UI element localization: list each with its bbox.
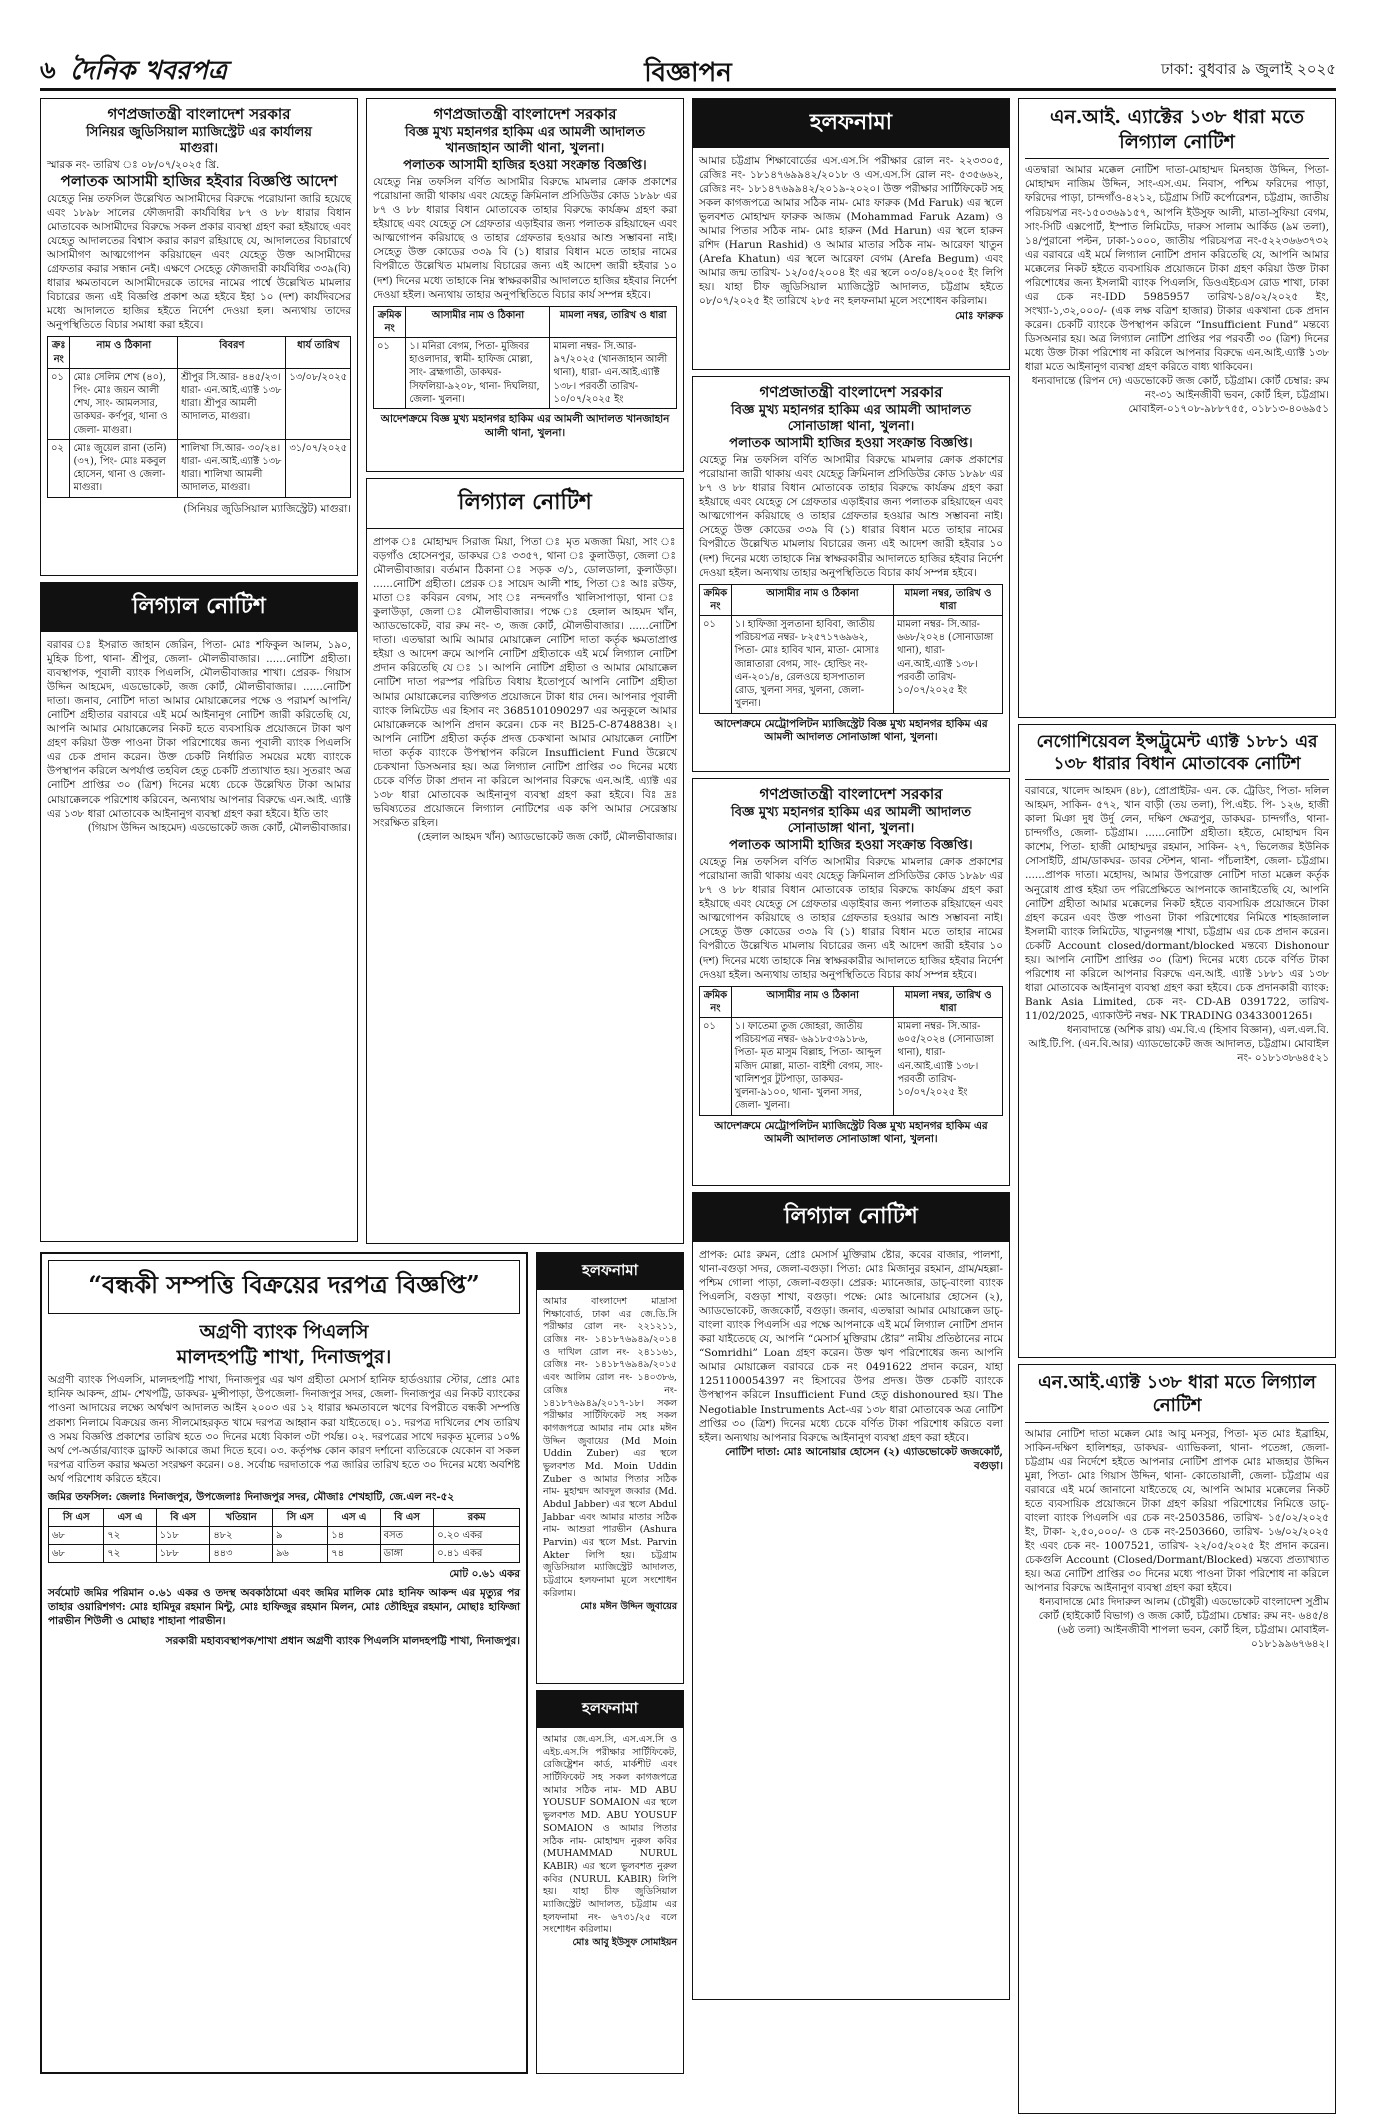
accused-table: [699, 584, 1003, 714]
signature: সরকারী মহাব্যবস্থাপক/শাখা প্রধান অগ্রণী ব্যাংক পিএলসি মালদহপট্টি শাখা, দিনাজপুর।: [165, 1634, 520, 1647]
table-header: রকম: [434, 1508, 520, 1526]
notice-heading: বিজ্ঞ মুখ্য মহানগর হাকিম এর আমলী আদালত: [731, 804, 971, 820]
legal-notice-bogura: [692, 1192, 1010, 2000]
signature: ধন্যবাদান্তে (রিপন দে) এডভোকেট জজ কোর্ট, চট্টগ্রাম। কোর্ট চেম্বার: রুম নং-৩১ আইনজীবী ভবন, কোর্ট হিল, চট্টগ্রাম। মোবাইল-০১৭০৮-৯৮৮৭৫৫, ০১৮১৩-৪০৬৯৫১: [1031, 375, 1329, 416]
notice-heading: সোনাডাঙ্গা থানা, খুলনা।: [787, 419, 915, 435]
signature: মোঃ মঈন উদ্দিন জুবায়ের: [580, 1600, 677, 1612]
notice-heading: বিজ্ঞ মুখ্য মহানগর হাকিম এর আমলী আদালত: [731, 402, 971, 418]
notice-heading: গণপ্রজাতন্ত্রী বাংলাদেশ সরকার: [433, 105, 617, 123]
signature: ধন্যবাদান্তে মোঃ দিদারুল আলম (চৌধুরী) এডভোকেট বাংলাদেশ সুপ্রীম কোর্ট (হাইকোর্ট বিভাগ) ও জজ কোর্ট, চট্টগ্রাম। চেম্বার: রুম নং- ৬৪৫/৪ (৬ষ্ঠ তলা) আইনজীবী শাপলা ভবন, কোর্ট হিল, চট্টগ্রাম। মোবাইল- ০১৮১৯৯৬৭৬৪২।: [1038, 1596, 1329, 1651]
signature: আদেশক্রমে মেট্রোপলিটন ম্যাজিস্ট্রেট বিজ্ঞ মুখ্য মহানগর হাকিম এর আমলী আদালত সোনাডাঙ্গা থানা, খুলনা।: [714, 1119, 988, 1146]
table-header: খতিয়ান: [210, 1508, 273, 1526]
table-cell: মোঃ জুয়েল রানা (তনি) (৩৭), পিং- মোঃ মকবুল হোসেন, থানা ও জেলা- মাগুরা।: [70, 439, 178, 497]
table-header: বিবরণ: [178, 337, 286, 368]
notice-body: আমার চট্টগ্রাম শিক্ষাবোর্ডের এস.এস.সি পরীক্ষার রোল নং- ২২৩৩০৫, রেজিঃ নং- ১৮১৪৭৬৯৯৪২/২০১৮ ও এস.এস.সি রোল নং- ৫৩৫৬৬২, রেজিঃ নং- ১৮১৪৭৬৯৯৪২/২০১৯-২০২০। উক্ত পরীক্ষার সার্টিফিকেট সহ সকল কাগজপত্রে আমার সঠিক নাম- মোঃ ফারুক (Md Faruk) এর স্থলে ভুলবশত মোহাম্মদ ফারুক আজম (Mohammad Faruk Azam) ও আমার পিতার সঠিক নাম- মোঃ হারুন (Md Harun) এর স্থলে হারুন রশিদ (Harun Rashid) ও আমার মাতার সঠিক নাম- আরেফা খাতুন (Arefa Khatun) এর স্থলে আরেফা বেগম (Arefa Begum) এবং আমার জন্ম তারিখ- ১২/০৫/২০০৪ ইং এর স্থলে ০৩/০৪/২০০৫ ইং লিপি হয়। যাহা চীফ জুডিসিয়াল ম্যাজিস্ট্রেট আদালত, চট্টগ্রাম হইতে ০৮/০৭/২০২৫ ইং তারিখে ২৮৫ নং হলফনামা মূলে সংশোধন করিলাম।: [699, 155, 1003, 308]
table-cell: ৯: [272, 1527, 327, 1545]
court-notice-sonadanga-2: [692, 778, 1010, 1186]
table-cell: শালিখা সি.আর- ৩০/২৪। ধারা- এন.আই.এ্যাক্ট ১৩৮ ধারা। শালিখা আমলী আদালত, মাগুরা।: [178, 439, 286, 497]
notice-banner: লিগ্যাল নোটিশ: [693, 1193, 1009, 1242]
table-cell: ১১৮: [156, 1527, 210, 1545]
table-header: আসামীর নাম ও ঠিকানা: [731, 986, 894, 1017]
branch-name: মালদহপট্টি শাখা, দিনাজপুর।: [176, 1345, 392, 1368]
issue-date: ঢাকা: বুধবার ৯ জুলাই ২০২৫: [1161, 60, 1336, 78]
land-schedule-table: [48, 1508, 520, 1564]
notice-body: এতদ্বারা আমার মক্কেল নোটিশ দাতা-মোহাম্মদ মিনহাজ উদ্দিন, পিতা-মোহাম্মদ নাজিম উদ্দিন, সাং-এস.এম. নিবাস, পশ্চিম ফরিদের পাড়া, ফরিদের পাড়া, চান্দগাঁও-৪২১২, চট্টগ্রাম সিটি কর্পোরেশন, চট্টগ্রাম, জাতীয় পরিচয়পত্র নং-১৫০৩৬৯১৫৭, আপনি ইউসুফ আলী, মাতা-সুফিয়া বেগম, সাং-সিটি এক্সপোর্ট, ইস্পাত লিমিটেড, দারুস সালাম আর্কিড (৯ম তলা), ১৪/পুরানো পল্টন, ঢাকা-১০০০, জাতীয় পরিচয়পত্র নং-৫২২৩৬৬৩৭৩২ এর বরাবরে এই মর্মে লিগ্যাল নোটিশ প্রদান করিতেছি যে, আপনি আমার মক্কেলের নিকট হইতে ব্যবসায়িক প্রয়োজনে টাকা গ্রহণ করিয়া উক্ত টাকা পরিশোধের জন্য ইসলামী ব্যাংক পিএলসি, ডিওএইচএস রোড শাখা, ঢাকা এর চেক নং-IDD 5985957 তারিখ-১৪/০২/২০২৫ ইং, সংখ্যা-১,৩২,০০০/- (এক লক্ষ বত্রিশ হাজার) টাকার একখানা চেক প্রদান করেন। চেকটি ব্যাংকে উপস্থাপন করিলে “Insufficient Fund” মন্তব্যে ডিসঅনার হয়। অত্র লিগ্যাল নোটিশ প্রাপ্তির পর পরবর্তী ৩০ (ত্রিশ) দিনের মধ্যে উক্ত টাকা পরিশোধ না করিলে আপনার বিরুদ্ধে এন.আই.এ্যাক্ট ১৩৮ ধারা মতে আইনানুগ ব্যবস্থা গ্রহণ করিতে বাধ্য থাকিবেন।: [1025, 164, 1329, 374]
bank-name: অগ্রণী ব্যাংক পিএলসি: [199, 1321, 369, 1343]
notice-body: যেহেতু নিম্ন তফসিল বর্ণিত আসামীর বিরুদ্ধে মামলার ক্রোক প্রকাশের পরোয়ানা জারী থাকায় এবং যেহেতু ক্রিমিনাল প্রসিডিউর কোড ১৮৯৮ এর ৮৭ ও ৮৮ ধারার বিধান মোতাবেক তাহার বিরুদ্ধে কার্যক্রম গ্রহণ করা হইয়াছে এবং যেহেতু সে গ্রেফতার এড়াইবার জন্য পলাতক রহিয়াছেন এবং আত্মগোপন করিয়াছে ও তাহার গ্রেফতার হওয়ার আশু সম্ভাবনা নাই। সেহেতু উক্ত কোডের ৩৩৯ বি (১) ধারার বিধান মতে তাহার নামের বিপরীতে উল্লেখিত মামলায় বিচারের জন্য এই আদেশ জারী হইবার ১০ (দশ) দিনের মধ্যে তাহাকে নিম্ন স্বাক্ষরকারীর আদালতে হাজির হইবার নির্দেশ দেওয়া হইল। অন্যথায় তাহার অনুপস্থিতিতে বিচার কার্য সম্পন্ন হইবে।: [699, 856, 1003, 981]
table-cell: ০১: [374, 338, 406, 409]
table-header: ক্রমিক নং: [700, 584, 732, 615]
table-header: এস এ: [104, 1508, 156, 1526]
table-row: [49, 1527, 520, 1545]
notice-body: যেহেতু নিম্ন তফসিল উল্লেখিত আসামীদের বিরুদ্ধে পরোয়ানা জারি হয়েছে এবং ১৮৯৮ সালের ফৌজদারী কার্যবিধির ৮৭ ও ৮৮ ধারার বিধান মোতাবেক আসামীদের বিরুদ্ধে সকল প্রকার ব্যবস্থা গ্রহণ করা হইয়াছে এবং যেহেতু আদালতের বিশ্বাস করার কারণ রহিয়াছে যে, আদালতের বিচারার্থে আসামীগণ আত্মগোপন করিয়াছেন এবং যেহেতু উক্ত আসামীদের গ্রেফতার করার সন্ধান নেই। এক্ষণে সেহেতু ফৌজদারী কার্যবিধির ৩৩৯(বি) ধারার ক্ষমতাবলে আসামীদেরকে তাদের নামের পার্শ্বে উল্লেখিত মামলার বিচারের জন্য এই বিজ্ঞপ্তি প্রকাশ অত্র হইবে ইহা ১০ (দশ) কার্যদিবসের মধ্যে আদালতে হাজির হইতে নির্দেশ দেওয়া হল। অন্যথায় তাদের অনুপস্থিতিতে বিচার সমাধা করা হইবে।: [47, 192, 351, 332]
notice-heading: গণপ্রজাতন্ত্রী বাংলাদেশ সরকার: [759, 785, 943, 803]
tender-box: [40, 1252, 528, 2074]
bank-tender-ad: [40, 1252, 528, 2080]
signature: নোটিশ দাতা: মোঃ আনোয়ার হোসেন (২) এ্যাডভোকেট জজকোর্ট, বগুড়া।: [724, 1445, 1003, 1472]
notice-heading: সিনিয়র জুডিসিয়াল ম্যাজিস্ট্রেট এর কার্যালয়: [86, 124, 312, 140]
accused-table: [47, 336, 351, 497]
negotiable-instrument-notice: [1018, 724, 1336, 1358]
table-cell: ৪৮২: [210, 1527, 273, 1545]
court-notice-magura: [40, 98, 358, 576]
page-number: ৬: [40, 56, 56, 84]
table-cell: ৭২: [104, 1527, 156, 1545]
notice-body: বরাবরে, খালেদ আহমদ (৪৮), প্রোপ্রাইটর- এন. কে. ট্রেডিং, পিতা- দলিল আহমদ, সাকিন- ৫৭২, খান বাড়ী (তয় তলা), পি.এইচ. পি- ১২৬, হাজী কালা মিঞা দুধ উর্দু লেন, দক্ষিণ ক্ষেত্রপুর, ডাকঘর- চান্দগাঁও, থানা- চান্দগাঁও, জেলা- চট্টগ্রাম। ......নোটিশ গ্রহীতা। হইতে, মোহাম্মদ বিন কাশেম, পিতা- হাজী মোহাম্মদুর রহমান, সাকিন- ২৭, ভিলেজর ইউনিক সোসাইটি, গ্রাম/ডাকঘর- ডাবর স্টেশন, থানা- পাঁচলাইশ, জেলা- চট্টগ্রাম। ......প্রাপক দাতা। মহোদয়, আমার উপরোক্ত নোটিশ দাতা মক্কেল কর্তৃক অনুরোধ প্রাপ্ত হইয়া তদ পরিপ্রেক্ষিতে আপনাকে জানাইতেছি যে, আপনি নোটিশ গ্রহীতা আমার মক্কেলের নিকট হইতে ব্যবসায়িক প্রয়োজনে টাকা গ্রহণ করেন এবং উক্ত পাওনা টাকা পরিশোধের নিমিত্তে শাহজালাল ইসলামী ব্যাংক লিমিটেড, খাতুনগঞ্জ শাখা, চট্টগ্রাম এর চেক প্রদান করেন। চেকটি Account closed/dormant/blocked মন্তব্যে Dishonour হয়। আপনি নোটিশ প্রাপ্তির ৩০ (ত্রিশ) দিনের মধ্যে চেকে বর্ণিত টাকা পরিশোধ না করিলে আপনার বিরুদ্ধে এন.আই. এ্যাক্ট ১৮৮১ এর ১৩৮ ধারা মোতাবেক আইনানুগ ব্যবস্থা গ্রহণ করা হইবে। চেক প্রদানকারী ব্যাংক: Bank Asia Limited, চেক নং- CD-AB 0391722, তারিখ- 11/02/2025, এ্যাকাউন্ট নম্বর- NK TRADING 03433001265।: [1025, 785, 1329, 1022]
court-notice-sonadanga-1: [692, 376, 1010, 772]
table-row: [49, 1545, 520, 1563]
legal-notice-moulvibazar: [40, 582, 358, 1242]
land-schedule-title: জমির তফসিল: জেলাঃ দিনাজপুর, উপজেলাঃ দিনাজপুর সদর, মৌজাঃ শেখহাটি, জে.এল নং-৫২: [48, 1490, 455, 1503]
table-header: মামলা নম্বর, তারিখ ও ধারা: [894, 584, 1003, 615]
notice-banner: হলফনামা: [537, 1691, 683, 1728]
table-header: আসামীর নাম ও ঠিকানা: [731, 584, 893, 615]
signature: (হেলাল আহমদ খাঁন) অ্যাডভোকেট জজ কোর্ট, মৌলভীবাজার।: [417, 830, 677, 843]
notice-body: যেহেতু নিম্ন তফসিল বর্ণিত আসামীর বিরুদ্ধে মামলার ক্রোক প্রকাশের পরোয়ানা জারী থাকায় এবং যেহেতু ক্রিমিনাল প্রসিডিউর কোড ১৮৯৮ এর ৮৭ ও ৮৮ ধারার বিধান মোতাবেক তাহার বিরুদ্ধে কার্যক্রম গ্রহণ করা হইয়াছে এবং যেহেতু সে গ্রেফতার এড়াইবার জন্য পলাতক রহিয়াছেন এবং আত্মগোপন করিয়াছে ও তাহার গ্রেফতার হওয়ার আশু সম্ভাবনা নাই। সেহেতু উক্ত কোডের ৩৩৯ বি (১) ধারার বিধান মতে তাহার নামের বিপরীতে উল্লেখিত মামলায় বিচারের জন্য এই আদেশ জারী হইবার ১০ (দশ) দিনের মধ্যে তাহাকে নিম্ন স্বাক্ষরকারীর আদালতে হাজির হইবার নির্দেশ দেওয়া হইল। অন্যথায় তাহার অনুপস্থিতিতে বিচার কার্য সম্পন্ন হইবে।: [373, 176, 677, 301]
table-row: [700, 616, 1003, 714]
table-header: ক্রমিক নং: [700, 986, 732, 1017]
table-cell: ৩১/০৭/২০২৫: [286, 439, 351, 497]
table-cell: ৬৮: [49, 1527, 104, 1545]
table-cell: মোঃ সেলিম শেখ (৪০), পিং- মোঃ জয়ন আলী শেখ, সাং- আমলসার, ডাকঘর- কর্ণপুর, থানা ও জেলা- মাগুরা।: [70, 368, 178, 439]
table-cell: ১৩/০৮/২০২৫: [286, 368, 351, 439]
notice-banner: এন.আই.এ্যাক্ট ১৩৮ ধারা মতে লিগ্যাল নোটিশ: [1025, 1371, 1329, 1423]
column-1: [40, 98, 358, 1248]
table-cell: ১৪: [328, 1527, 380, 1545]
notice-body: আমার নোটিশ দাতা মক্কেল মোঃ আবু মনসুর, পিতা- মৃত মোঃ ইব্রাহিম, সাকিন-দক্ষিণ হালিশহর, ডাকঘর- এ্যাভিকলা, থানা- পতেঙ্গা, জেলা- চট্টগ্রাম এর নির্দেশে হইতে আপনার নোটিশ প্রাপক মোঃ মাজহার উদ্দিন মুন্না, পিতা- মোঃ গিয়াস উদ্দিন, থানা- কোতোয়ালী, জেলা- চট্টগ্রাম এর বরাবরে এই মর্মে জানানো যাইতেছে যে, আপনি আমার মক্কেলের নিকট হতে ব্যবসায়িক প্রয়োজনে টাকা গ্রহণ করিয়া পরিশোধের নিমিত্তে ডাচ্-বাংলা ব্যাংক পিএলসি এর চেক নং-2503586, তারিখ- ১৫/০২/২০২৫ ইং, টাকা- ২,৫০,০০০/- ও চেক নং-2503660, তারিখ- ১৬/০২/২০২৫ ইং এবং চেক নং- 1007521, তারিখ- ২২/০৫/২০২৫ ইং প্রদান করেন। চেকগুলি Account (Closed/Dormant/Blocked) মন্তব্যে প্রত্যাখ্যাত হয়। অত্র নোটিশ প্রাপ্তির ৩০ দিনের মধ্যে পাওনা টাকা পরিশোধ না করিলে আপনার বিরুদ্ধে আইনানুগ ব্যবস্থা গ্রহণ করা হইবে।: [1025, 1427, 1329, 1595]
accused-table: [699, 986, 1003, 1116]
table-cell: মামলা নম্বর- সি.আর- ৯৭/২০২৫ (খানজাহান আলী থানা), ধারা- এন.আই.এ্যাক্ট ১৩৮। পরবর্তী তারিখ- ১০/০৭/২০২৫ ইং: [550, 338, 677, 409]
table-header: বি এস: [156, 1508, 210, 1526]
table-header: আসামীর নাম ও ঠিকানা: [406, 306, 550, 337]
table-cell: ১। হাফিজা সুলতানা হাবিবা, জাতীয় পরিচয়পত্র নম্বর- ৮২৫৭১৭৬৯৬২, পিতা- মোঃ হাবিব খান, মাতা- মোসাঃ জান্নাতারা বেগম, সাং- হোল্ডিং নং- এন-২০১/৪, রেলওয়ে হাসপাতাল রোড, খুলনা সদর, খুলনা, জেলা- খুলনা।: [731, 616, 893, 714]
table-header: ধার্য তারিখ: [286, 337, 351, 368]
court-notice-khanjahan: [366, 98, 684, 472]
signature: মোঃ আবু ইউসুফ সোমাইয়ন: [572, 1937, 677, 1948]
table-cell: ০১: [48, 368, 70, 439]
column-2: [366, 98, 684, 1250]
notice-banner: লিগ্যাল নোটিশ: [367, 479, 683, 529]
table-cell: ০১: [700, 616, 732, 714]
accused-table: [373, 306, 677, 410]
table-cell: ১। ফাতেমা তুজ জোহরা, জাতীয় পরিচয়পত্র নম্বর- ৬৯১৮৫৩৯১৮৬, পিতা- মৃত মাসুম বিল্লাহ, পিতা- আব্দুল মজিদ মোল্লা, মাতা- বাইশী বেগম, সাং- খালিশপুর টুটপাড়া, ডাকঘর- খুলনা-৯১০০, থানা- খুলনা সদর, জেলা- খুলনা।: [731, 1018, 894, 1116]
total-area: মোট ০.৬১ একর: [449, 1568, 520, 1581]
notice-heading: খানজাহান আলী থানা, খুলনা।: [445, 141, 605, 157]
table-cell: ৭২: [104, 1545, 156, 1563]
tender-body: অগ্রণী ব্যাংক পিএলসি, মালদহপট্টি শাখা, দিনাজপুর এর ঋণ গ্রহীতা মেসার্স হানিফ হার্ডওয়্যার স্টোর, প্রোঃ মোঃ হানিফ আকন্দ, গ্রাম- শেখপট্টি, ডাকঘর- মুন্সীপাড়া, উপজেলা- দিনাজপুর সদর, জেলা- দিনাজপুর এর নিকট ব্যাংকের পাওনা আদায়ের লক্ষ্যে অর্থঋণ আদালত আইন ২০০৩ এর ১২ ধারার ক্ষমতাবলে ঋণের বিপরীতে বন্ধকী সম্পত্তি প্রকাশ্য নিলামে বিক্রয়ের জন্য সীলমোহরকৃত খামে দরপত্র আহ্বান করা যাইতেছে। ০১. দরপত্র দাখিলের শেষ তারিখ ও সময় বিজ্ঞপ্তি প্রকাশের তারিখ হতে ৩০ দিনের মধ্যে বিকাল ৩টা পর্যন্ত। ০২. দরপত্রের সাথে দরকৃত মূল্যের ১০% অর্থ পে-অর্ডার/ব্যাংক ড্রাফট আকারে জমা দিতে হবে। ০৩. কর্তৃপক্ষ কোন কারণ দর্শানো ব্যতিরেকে যেকোন বা সকল দরপত্র বাতিল করার ক্ষমতা সংরক্ষণ করেন। ০৪. সর্বোচ্চ দরদাতাকে পত্র জারির তারিখ হতে ৩০ দিনের মধ্যে অবশিষ্ট অর্থ পরিশোধ করিতে হইবে।: [48, 1374, 520, 1485]
reference-line: স্মারক নং- তারিখ ঃ ০৮/০৭/২০২৫ খ্রি.: [47, 159, 220, 172]
notice-subject: পলাতক আসামী হাজির হওয়া সংক্রান্ত বিজ্ঞপ্তি।: [729, 436, 973, 452]
section-title: বিজ্ঞাপন: [644, 58, 732, 88]
notice-heading: সোনাডাঙ্গা থানা, খুলনা।: [787, 821, 915, 837]
notice-subject: পলাতক আসামী হাজির হইবার বিজ্ঞপ্তি আদেশ: [60, 172, 338, 191]
table-header: ক্রমিক নং: [374, 306, 406, 337]
table-row: [374, 338, 677, 409]
table-row: [48, 439, 351, 497]
notice-banner: নেগোশিয়েবল ইন্সট্রুমেন্ট এ্যাক্ট ১৮৮১ এর ১৩৮ ধারার বিধান মোতাবেক নোটিশ: [1025, 731, 1329, 780]
affidavit-somaion: [536, 1690, 684, 2074]
table-row: [48, 368, 351, 439]
notice-body: আমার জে.এস.সি, এস.এস.সি ও এইচ.এস.সি পরীক্ষার সার্টিফিকেট, রেজিষ্ট্রেশন কার্ড, মার্কশীট এবং সার্টিফিকেট সহ সকল কাগজপত্রে আমার সঠিক নাম- MD ABU YOUSUF SOMAION এর স্থলে ভুলবশত MD. ABU YOUSUF SOMAION ও আমার পিতার সঠিক নাম- মোহাম্মদ নুরুল কবির (MUHAMMAD NURUL KABIR) এর স্থলে ভুলবশত নুরুল কবির (NURUL KABIR) লিপি হয়। যাহা চীফ জুডিসিয়াল ম্যাজিস্ট্রেট আদালত, চট্টগ্রাম এর হলফনামা নং- ৬৭৩১/২৫ বলে সংশোধন করিলাম।: [543, 1734, 677, 1936]
notice-body: প্রাপক: মোঃ রুমন, প্রোঃ মেসার্স মুক্তিরাম ষ্টোর, কবের বাজার, পালশা, থানা-বগুড়া সদর, জেলা-বগুড়া। পিতা: মোঃ মিজানুর রহমান, গ্রাম/মহল্লা- পশ্চিম গোলা পাড়া, জেলা-বগুড়া। প্রেরক: ম্যানেজার, ডাচ্-বাংলা ব্যাংক পিএলসি, বগুড়া শাখা, বগুড়া। পক্ষে: মোঃ আনোয়ার হোসেন (২), অ্যাডভোকেট, জজকোর্ট, বগুড়া। জনাব, এতদ্বারা আমার মোয়াক্কেল ডাচ্-বাংলা ব্যাংক পিএলসি এর পক্ষে আপনাকে এই মর্মে লিগ্যাল নোটিশ প্রদান করা যাইতেছে যে, আপনি “মেসার্স মুক্তিরাম ষ্টোর” নামীয় প্রতিষ্ঠানের নামে “Somridhi” Loan গ্রহণ করেন। উক্ত ঋণ পরিশোধের জন্য আপনি আমার মোয়াক্কেল বরাবরে চেক নং 0491622 প্রদান করেন, যাহা 1251100054397 নং হিসাবের উপর প্রদত্ত। উক্ত চেকটি ব্যাংকে উপস্থাপন করিলে Insufficient Fund হেতু dishonoured হয়। The Negotiable Instruments Act-এর ১৩৮ ধারা মোতাবেক অত্র নোটিশ প্রাপ্তির ৩০ (ত্রিশ) দিনের মধ্যে চেকে বর্ণিত টাকা পরিশোধ করিতে বলা হইল। অন্যথায় আপনার বিরুদ্ধে আইনানুগ ব্যবস্থা গ্রহণ করা হইবে।: [699, 1249, 1003, 1444]
table-cell: ০২: [48, 439, 70, 497]
table-cell: ১। মনিরা বেগম, পিতা- মুজিবর হাওলাদার, স্বামী- হাফিজ মোল্লা, সাং- ব্রহ্মগাতী, ডাকঘর- সিফলিয়া-৯২০৮, থানা- দিঘলিয়া, জেলা- খুলনা।: [406, 338, 550, 409]
table-cell: ৬৮: [49, 1545, 104, 1563]
column-2-lower: [536, 1252, 684, 2080]
table-cell: ১৮৮: [156, 1545, 210, 1563]
notice-body: যেহেতু নিম্ন তফসিল বর্ণিত আসামীর বিরুদ্ধে মামলার ক্রোক প্রকাশের পরোয়ানা জারী থাকায় এবং যেহেতু ক্রিমিনাল প্রসিডিউর কোড ১৮৯৮ এর ৮৭ ও ৮৮ ধারার বিধান মোতাবেক তাহার বিরুদ্ধে কার্যক্রম গ্রহণ করা হইয়াছে এবং যেহেতু সে গ্রেফতার এড়াইবার জন্য পলাতক রহিয়াছেন এবং আত্মগোপন করিয়াছে ও তাহার গ্রেফতার হওয়ার আশু সম্ভাবনা নাই। সেহেতু উক্ত কোডের ৩৩৯ বি (১) ধারার বিধান মতে তাহার নামের বিপরীতে উল্লেখিত মামলায় বিচারের জন্য এই আদেশ জারী হইবার ১০ (দশ) দিনের মধ্যে তাহাকে নিম্ন স্বাক্ষরকারীর আদালতে হাজির হইবার নির্দেশ দেওয়া হইল। অন্যথায় তাহার অনুপস্থিতিতে বিচার কার্য সম্পন্ন হইবে।: [699, 454, 1003, 579]
table-cell: ০.২০ একর: [434, 1527, 520, 1545]
notice-banner: এন.আই. এ্যাক্টের ১৩৮ ধারা মতে লিগ্যাল নোটিশ: [1025, 105, 1329, 159]
affidavit-faruk: [692, 98, 1010, 370]
signature: আদেশক্রমে মেট্রোপলিটন ম্যাজিস্ট্রেট বিজ্ঞ মুখ্য মহানগর হাকিম এর আমলী আদালত সোনাডাঙ্গা থানা, খুলনা।: [714, 717, 988, 744]
signature: মোঃ ফারুক: [954, 309, 1003, 322]
legal-notice-kulaura: [366, 478, 684, 1244]
table-cell: মামলা নম্বর- সি.আর- ৬০৫/২০২৪ (সোনাডাঙ্গা থানা), ধারা- এন.আই.এ্যাক্ট ১৩৮। পরবর্তী তারিখ- ১০/০৭/২০২৫ ইং: [894, 1018, 1003, 1116]
table-cell: ৯৬: [272, 1545, 327, 1563]
notice-subject: পলাতক আসামী হাজির হওয়া সংক্রান্ত বিজ্ঞপ্তি।: [403, 158, 647, 174]
table-header: মামলা নম্বর, তারিখ ও ধারা: [894, 986, 1003, 1017]
table-header: সি এস: [272, 1508, 327, 1526]
table-cell: ৭৪: [328, 1545, 380, 1563]
page-header: [40, 52, 1336, 91]
table-header: ক্রঃ নং: [48, 337, 70, 368]
masthead-logo: দৈনিক খবরপত্র: [70, 56, 227, 86]
signature: (সিনিয়র জুডিসিয়াল ম্যাজিস্ট্রেট) মাগুরা।: [183, 502, 351, 515]
ni-act-notice-chattogram: [1018, 98, 1336, 718]
notice-body: আমার বাংলাদেশ মাদ্রাসা শিক্ষাবোর্ড, ঢাকা এর জে.ডি.সি পরীক্ষার রোল নং- ২২১২১১, রেজিঃ নং- ১৪১৮৭৬৯৪৯/২০১৪ ও দাখিল রোল নং- ২৪১১৬১, রেজিঃ নং- ১৪১৮৭৬৯৪৯/২০১৫ এবং আলিম রোল নং- ১৪০৩৮৬, রেজিঃ নং- ১৪১৮৭৬৯৪৯/২০১৭-১৮। সকল পরীক্ষার সার্টিফিকেট সহ সকল কাগজপত্রে আমার নাম মোঃ মঈন উদ্দিন জুবায়ের (Md Moin Uddin Zuber) এর স্থলে ভুলবশত Md. Moin Uddin Zuber ও আমার পিতার সঠিক নাম- মুহাম্মদ আবদুল জব্বার (Md. Abdul Jabber) এর স্থলে Abdul Jabbar এবং আমার মাতার সঠিক নাম- আশুরা পারভীন (Ashura Parvin) এর স্থলে Mst. Parvin Akter লিপি হয়। চট্টগ্রাম জুডিসিয়াল ম্যাজিস্ট্রেট আদালত, চট্টগ্রামে হলফনামা মূলে সংশোধন করিলাম।: [543, 1296, 677, 1599]
notice-body: প্রাপক ঃ মোহাম্মদ সিরাজ মিয়া, পিতা ঃ মৃত মজজা মিয়া, সাং ঃ বড়গাঁও হোসেনপুর, ডাকঘর ঃ ৩৩৫৭, থানা ঃ কুলাউড়া, জেলা ঃ মৌলভীবাজার। বর্তমান ঠিকানা ঃ সড়ক ৩/১, ডোলডালা, কুলাউড়া। ......নোটিশ গ্রহীতা। প্রেরক ঃ সায়েদ আলী শাহ, পিতা ঃ আঃ রউফ, মাতা ঃ কবিরন বেগম, সাং ঃ নন্দনগাঁও খালিসাপাড়া, থানা ঃ কুলাউড়া, জেলা ঃ মৌলভীবাজার। পক্ষে ঃ হেলাল আহমদ খাঁন, অ্যাডভোকেট, বার রুম নং- ৩, জজ কোর্ট, মৌলভীবাজার। ......নোটিশ দাতা। এতদ্বারা আমি আমার মোয়াক্কেল নোটিশ দাতা কর্তৃক ক্ষমতাপ্রাপ্ত হইয়া ও আদেশ ক্রমে আপনি নোটিশ গ্রহীতাকে এই মর্মে লিগ্যাল নোটিশ প্রদান করিতেছি যে ঃ ১। আপনি নোটিশ গ্রহীতা ও আমার মোয়াক্কেল নোটিশ দাতা পরস্পর পরিচিত বিধায় ইতোপূর্বে আপনি নোটিশ গ্রহীতা আমার মোয়াক্কেলের ব্যক্তিগত প্রয়োজনে টাকা ধার দেন। আপনার পূবালী ব্যাংক লিমিটেড এর হিসাব নং 3685101090297 এর অনুকূলে আমার মোয়াক্কেলকে আপনি প্রদান করেন। চেক নং BI25-C-8748838। ২। আপনি নোটিশ গ্রহীতা কর্তৃক প্রদত্ত চেকখানা আমার মোয়াক্কেল নোটিশ দাতা কর্তৃক ব্যাংকে উপস্থাপন করিলে Insufficient Fund উল্লেখে চেকখানা ডিসঅনার হয়। অত্র লিগ্যাল নোটিশ প্রাপ্তির ৩০ দিনের মধ্যে চেকে বর্ণিত টাকা প্রদান না করিলে আপনার বিরুদ্ধে এন.আই. এ্যাক্ট এর ১৩৮ ধারা মোতাবেক আইনানুগ ব্যবস্থা গ্রহণ করা হইবে। বিঃ দ্রঃ ভবিষ্যতের প্রয়োজনে লিগ্যাল নোটিশের এক কপি আমার সেরেস্তায় সংরক্ষিত রহিল।: [373, 536, 677, 829]
ni-act-notice-mansur: [1018, 1364, 1336, 2114]
table-cell: ডাঙ্গা: [380, 1545, 434, 1563]
table-cell: ৪৪৩: [210, 1545, 273, 1563]
table-row: [700, 1018, 1003, 1116]
table-cell: ০.৪১ একর: [434, 1545, 520, 1563]
notice-banner: হলফনামা: [537, 1253, 683, 1290]
table-cell: মামলা নম্বর- সি.আর- ৬৬৮/২০২৪ (সোনাডাঙ্গা থানা), ধারা- এন.আই.এ্যাক্ট ১৩৮। পরবর্তী তারিখ- ১০/০৭/২০২৫ ইং: [894, 616, 1003, 714]
column-3: [692, 98, 1010, 2006]
tender-title: “বন্ধকী সম্পত্তি বিক্রয়ের দরপত্র বিজ্ঞপ্তি”: [48, 1260, 520, 1314]
notice-subject: পলাতক আসামী হাজির হওয়া সংক্রান্ত বিজ্ঞপ্তি।: [729, 838, 973, 854]
notice-heading: গণপ্রজাতন্ত্রী বাংলাদেশ সরকার: [107, 105, 291, 123]
notice-banner: হলফনামা: [693, 99, 1009, 148]
signature: আদেশক্রমে বিজ্ঞ মুখ্য মহানগর হাকিম এর আমলী আদালত খানজাহান আলী থানা, খুলনা।: [380, 413, 670, 439]
column-4: [1018, 98, 1336, 2120]
table-header: সি এস: [49, 1508, 104, 1526]
notice-heading: বিজ্ঞ মুখ্য মহানগর হাকিম এর আমলী আদালত: [405, 124, 645, 140]
notice-heading: গণপ্রজাতন্ত্রী বাংলাদেশ সরকার: [759, 383, 943, 401]
table-cell: শ্রীপুর সি.আর- ৪৪৫/২৩। ধারা- এন.আই.এ্যাক্ট ১৩৮ ধারা। শ্রীপুর আমলী আদালত, মাগুরা।: [178, 368, 286, 439]
table-header: বি এস: [380, 1508, 434, 1526]
table-header: নাম ও ঠিকানা: [70, 337, 178, 368]
signature: (গিয়াস উদ্দিন আহমেদ) এডভোকেট জজ কোর্ট, মৌলভীবাজার।: [87, 821, 351, 834]
table-cell: ০১: [700, 1018, 732, 1116]
affidavit-moin: [536, 1252, 684, 1684]
table-header: মামলা নম্বর, তারিখ ও ধারা: [550, 306, 677, 337]
signature: ধন্যবাদান্তে (অশিক রায়) এম.বি.এ (হিসাব বিজ্ঞান), এল.এল.বি. আই.টি.পি. (এন.বি.আর) এ্যাডভোকেট জজ আদালত, চট্টগ্রাম। মোবাইল নং- ০১৮১৩৮৬৪৫২১: [1028, 1023, 1329, 1065]
table-header: এস এ: [328, 1508, 380, 1526]
tender-footer: সর্বমোট জমির পরিমান ০.৬১ একর ও তদস্থ অবকাঠামো এবং জমির মালিক মোঃ হানিফ আকন্দ এর মৃত্যুর পর তাহার ওয়ারিশগণ: মোঃ হামিদুর রহমান মিন্টু, মোঃ হাফিজুর রহমান মিলন, মোঃ তৌহিদুর রহমান, মোছাঃ হাফিজা পারভীন শিউলী ও মোছাঃ শাহানা পারভীন।: [48, 1586, 520, 1627]
notice-banner: লিগ্যাল নোটিশ: [41, 583, 357, 632]
notice-body: বরাবর ঃ ইসরাত জাহান জেরিন, পিতা- মোঃ শফিকুল আলম, ১৯০, মুহিক চিপা, থানা- শ্রীপুর, জেলা- মৌলভীবাজার। ......নোটিশ গ্রহীতা। ব্যবস্থাপক, পূবালী ব্যাংক পিএলসি, মৌলভীবাজার শাখা। প্রেরক- গিয়াস উদ্দিন আহমেদ, এডভোকেট, জজ কোর্ট, মৌলভীবাজার। ......নোটিশ দাতা। জনাব, নোটিশ দাতা আমার মোয়াক্কেলের পক্ষে ও পরামর্শ আপনি/নোটিশ গ্রহীতার বরাবরে এই মর্মে আইনানুগ নোটিশ জারী করিতেছি যে, আপনি আমার মোয়াক্কেলের নিকট হতে ব্যবসায়িক প্রয়োজনে টাকা ঋণ গ্রহণ করিয়া উক্ত পাওনা টাকা পরিশোধের জন্য পূবালী ব্যাংক পিএলসি এর চেক প্রদান করেন। উক্ত চেকটি নির্ধারিত সময়ের মধ্যে ব্যাংকে উপস্থাপন করিলে অপর্যাপ্ত তহবিল হেতু চেকটি প্রত্যাখাত হয়। সুতরাং অত্র নোটিশ প্রাপ্তির ৩০ (ত্রিশ) দিনের মধ্যে চেকে উল্লেখিত টাকা আমার মোয়াক্কেলকে পরিশোধ করিবেন, অন্যথায় আপনার বিরুদ্ধে এন.আই. এ্যাক্ট এর ১৩৮ ধারা মোতাবেক আইনানুগ ব্যবস্থা গ্রহণ করা হইবে। ইতি তাং: [47, 639, 351, 820]
notice-heading: মাগুরা।: [179, 141, 219, 157]
table-cell: বসত: [380, 1527, 434, 1545]
